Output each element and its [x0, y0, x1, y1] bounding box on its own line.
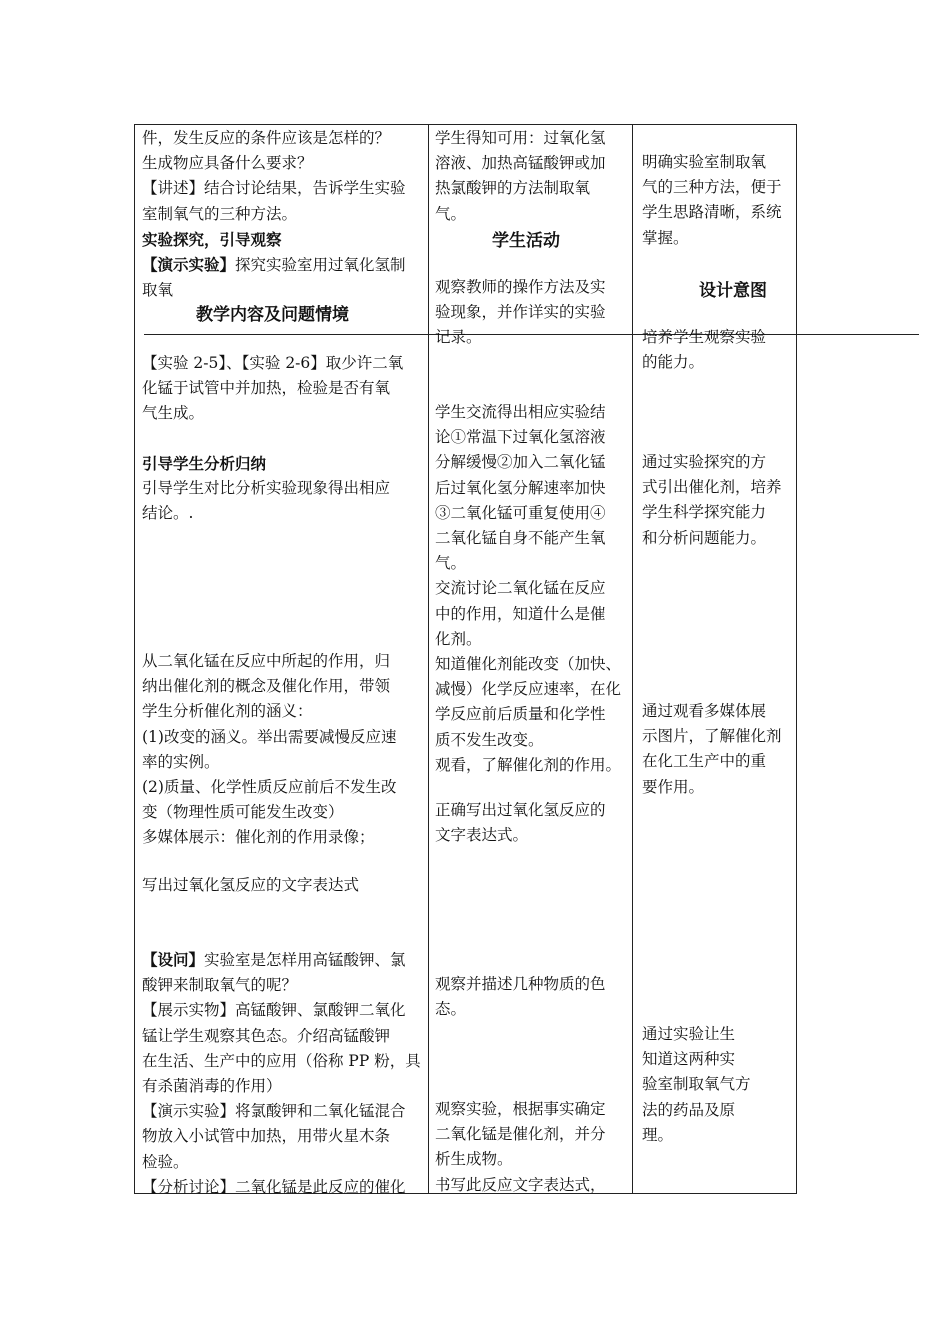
- text-line: 知道这两种实: [642, 1050, 736, 1069]
- text-line: 后过氧化氢分解速率加快: [435, 478, 606, 497]
- text-line: 【讲述】结合讨论结果，告诉学生实验: [142, 179, 406, 198]
- text-line: 室制氧气的三种方法。: [142, 204, 298, 223]
- text-line: 有杀菌消毒的作用）: [142, 1077, 282, 1096]
- text-line: 析生成物。: [435, 1150, 513, 1169]
- column-divider-1: [428, 124, 429, 1194]
- text-line: 实验室是怎样用高锰酸钾、氯: [204, 951, 406, 969]
- text-line: 溶液、加热高锰酸钾或加: [435, 154, 606, 173]
- text-line: 多媒体展示：催化剂的作用录像；: [142, 828, 375, 847]
- text-line: 明确实验室制取氧: [642, 153, 767, 171]
- text-line: 的能力。: [642, 353, 705, 372]
- text-line: 学生得知可用：过氧化氢: [435, 129, 606, 147]
- col2-observe-experiment: [435, 1097, 629, 1198]
- text-line: 法的药品及原: [642, 1100, 736, 1119]
- demo-text: 探究实验室用过氧化氢制: [235, 256, 406, 275]
- text-line: 通过实验探究的方: [642, 453, 767, 471]
- section-title-guide: 引导学生分析归纳: [142, 454, 267, 473]
- col1-catalyst: [142, 649, 426, 851]
- col1-experiment: [142, 351, 426, 427]
- col1-guide: [142, 451, 426, 527]
- col2-intro: [435, 126, 629, 227]
- text-line: 观察实验，根据事实确定: [435, 1100, 606, 1118]
- text-line: 要作用。: [642, 777, 705, 796]
- text-line: 取氧: [142, 281, 174, 300]
- col2-observe-color: [435, 972, 629, 1022]
- text-line: 化锰于试管中并加热，检验是否有氧: [142, 379, 391, 398]
- col3-inquiry: [642, 450, 792, 551]
- text-line: 学反应前后质量和化学性: [435, 705, 606, 724]
- text-line: 生成物应具备什么要求？: [142, 154, 313, 173]
- text-line: 文字表达式。: [435, 826, 529, 845]
- text-line: ③二氧化锰可重复使用④: [435, 503, 606, 522]
- text-line: 通过实验让生: [642, 1025, 736, 1043]
- text-line: 中的作用，知道什么是催: [435, 604, 606, 623]
- demo-tag: 【演示实验】: [142, 255, 236, 275]
- text-line: 和分析问题能力。: [642, 528, 767, 547]
- text-line: 写出过氧化氢反应的文字表达式: [142, 876, 360, 894]
- text-line: 论①常温下过氧化氢溶液: [435, 428, 606, 447]
- text-line: 观察并描述几种物质的色: [435, 975, 606, 993]
- col1-write-expression: [142, 873, 426, 898]
- col3-experiment: [642, 1022, 792, 1148]
- text-line: 件，发生反应的条件应该是怎样的？: [142, 129, 391, 147]
- text-line: (1)改变的涵义。举出需要减慢反应速: [142, 727, 397, 746]
- text-line: 书写此反应文字表达式，: [435, 1175, 606, 1194]
- text-line: 通过观看多媒体展: [642, 702, 767, 720]
- text-line: 纳出催化剂的概念及催化作用，带领: [142, 677, 391, 696]
- text-line: 在化工生产中的重: [642, 752, 767, 771]
- text-line: 正确写出过氧化氢反应的: [435, 801, 606, 819]
- col3-intro: [642, 150, 792, 251]
- text-line: 观察教师的操作方法及实: [435, 278, 606, 296]
- col1-question: [142, 947, 426, 1200]
- text-line: 示图片，了解催化剂: [642, 727, 782, 746]
- header-content: 教学内容及问题情境: [196, 305, 349, 325]
- text-line: 理。: [642, 1125, 674, 1144]
- text-line: 从二氧化锰在反应中所起的作用，归: [142, 652, 391, 670]
- text-line: 交流讨论二氧化锰在反应: [435, 579, 606, 598]
- column-divider-2: [632, 124, 633, 1194]
- text-line: 二氧化锰自身不能产生氧: [435, 529, 606, 548]
- text-line: 【展示实物】高锰酸钾、氯酸钾二氧化: [142, 1001, 406, 1020]
- text-line: 引导学生对比分析实验现象得出相应: [142, 479, 391, 498]
- text-line: 结论。.: [142, 504, 194, 523]
- text-line: 热氯酸钾的方法制取氧: [435, 179, 591, 198]
- text-line: 观看，了解催化剂的作用。: [435, 755, 622, 774]
- text-line: 【实验 2-5】、【实验 2-6】取少许二氧: [142, 354, 404, 372]
- text-line: 掌握。: [642, 228, 689, 247]
- text-line: 记录。: [435, 328, 482, 347]
- section-title-explore: 实验探究，引导观察: [142, 229, 282, 249]
- text-line: 气。: [435, 554, 467, 573]
- col2-observe: [435, 275, 629, 351]
- question-tag: 【设问】: [142, 950, 205, 969]
- text-line: 化剂。: [435, 629, 482, 648]
- text-line: 锰让学生观察其色态。介绍高锰酸钾: [142, 1026, 391, 1045]
- text-line: 质不发生改变。: [435, 730, 544, 749]
- col3-ability: [642, 325, 792, 375]
- text-line: 态。: [435, 1000, 467, 1019]
- text-line: 式引出催化剂，培养: [642, 478, 782, 497]
- text-line: 学生科学探究能力: [642, 503, 767, 522]
- text-line: 验现象，并作详实的实验: [435, 303, 606, 322]
- col2-write: [435, 798, 629, 848]
- text-line: (2)质量、化学性质反应前后不发生改: [142, 778, 397, 797]
- text-line: 减慢）化学反应速率，在化: [435, 680, 622, 699]
- text-line: 学生思路清晰，系统: [642, 203, 782, 222]
- text-line: 在生活、生产中的应用（俗称 PP 粉，具: [142, 1051, 421, 1070]
- text-line: 学生交流得出相应实验结: [435, 403, 606, 421]
- text-line: 物放入小试管中加热，用带火星木条: [142, 1127, 391, 1146]
- text-line: 变（物理性质可能发生改变）: [142, 803, 344, 822]
- text-line: 验室制取氧气方: [642, 1075, 751, 1094]
- text-line: 培养学生观察实验: [642, 328, 767, 346]
- text-line: 【分析讨论】二氧化锰是此反应的催化: [142, 1177, 406, 1196]
- text-line: 率的实例。: [142, 752, 220, 771]
- col3-media: [642, 699, 792, 800]
- col2-exchange: [435, 400, 629, 778]
- text-line: 检验。: [142, 1152, 189, 1171]
- text-line: 气的三种方法，便于: [642, 178, 782, 197]
- text-line: 知道催化剂能改变（加快、: [435, 655, 622, 674]
- text-line: 气。: [435, 204, 467, 223]
- header-design: 设计意图: [699, 281, 767, 301]
- text-line: 【演示实验】将氯酸钾和二氧化锰混合: [142, 1102, 406, 1121]
- text-line: 二氧化锰是催化剂，并分: [435, 1125, 606, 1144]
- text-line: 气生成。: [142, 404, 205, 423]
- header-student: 学生活动: [492, 231, 560, 251]
- text-line: 分解缓慢②加入二氧化锰: [435, 453, 606, 472]
- text-line: 学生分析催化剂的涵义：: [142, 702, 313, 721]
- text-line: 酸钾来制取氧气的呢？: [142, 976, 298, 995]
- col1-intro: [142, 126, 426, 303]
